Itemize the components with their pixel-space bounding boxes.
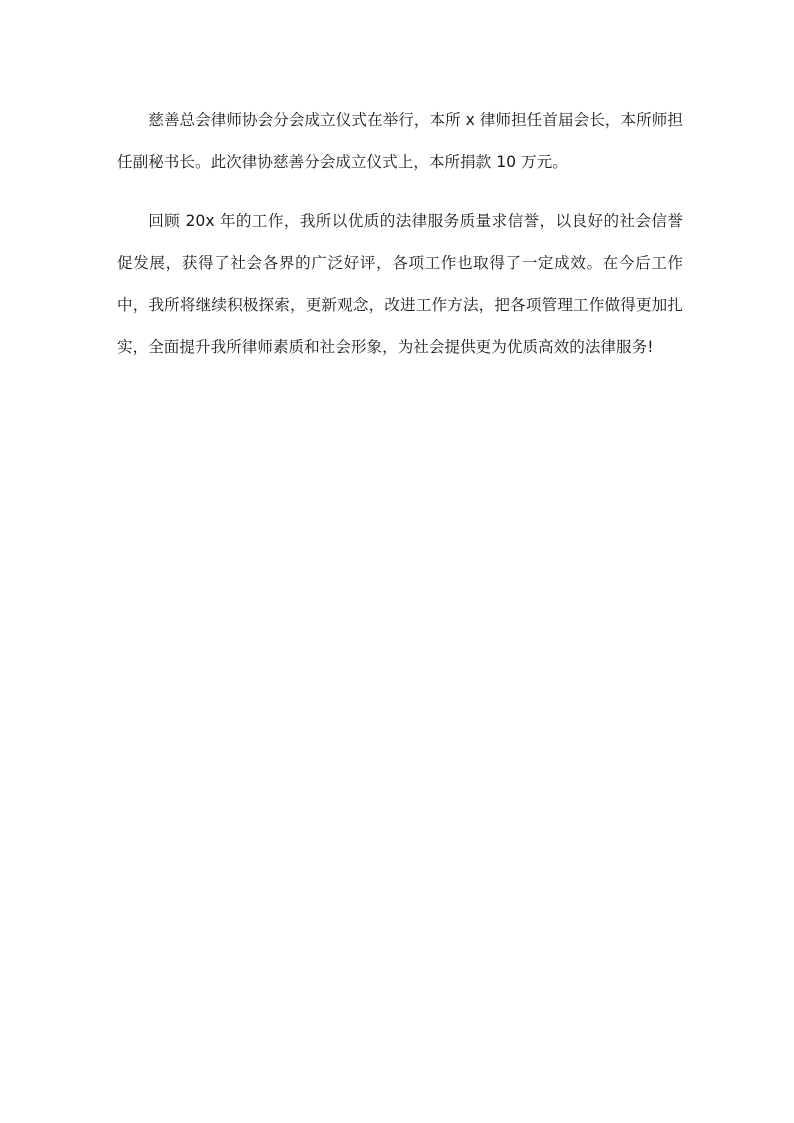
document-body [117,99,683,368]
paragraph-charity-branch: 慈善总会律师协会分会成立仪式在举行，本所 x 律师担任首届会长，本所师担任副秘书长。此次律协慈善分会成立仪式上，本所捐款 10 万元。 [117,111,683,171]
paragraph-annual-review: 回顾 20x 年的工作，我所以优质的法律服务质量求信誉，以良好的社会信誉促发展，获得了社会各界的广泛好评，各项工作也取得了一定成效。在今后工作中，我所将继续积极探索，更新观念，改进工作方法，把各项管理工作做得更加扎实，全面提升我所律师素质和社会形象，为社会提供更为优质高效的法律服务! [117,212,683,356]
